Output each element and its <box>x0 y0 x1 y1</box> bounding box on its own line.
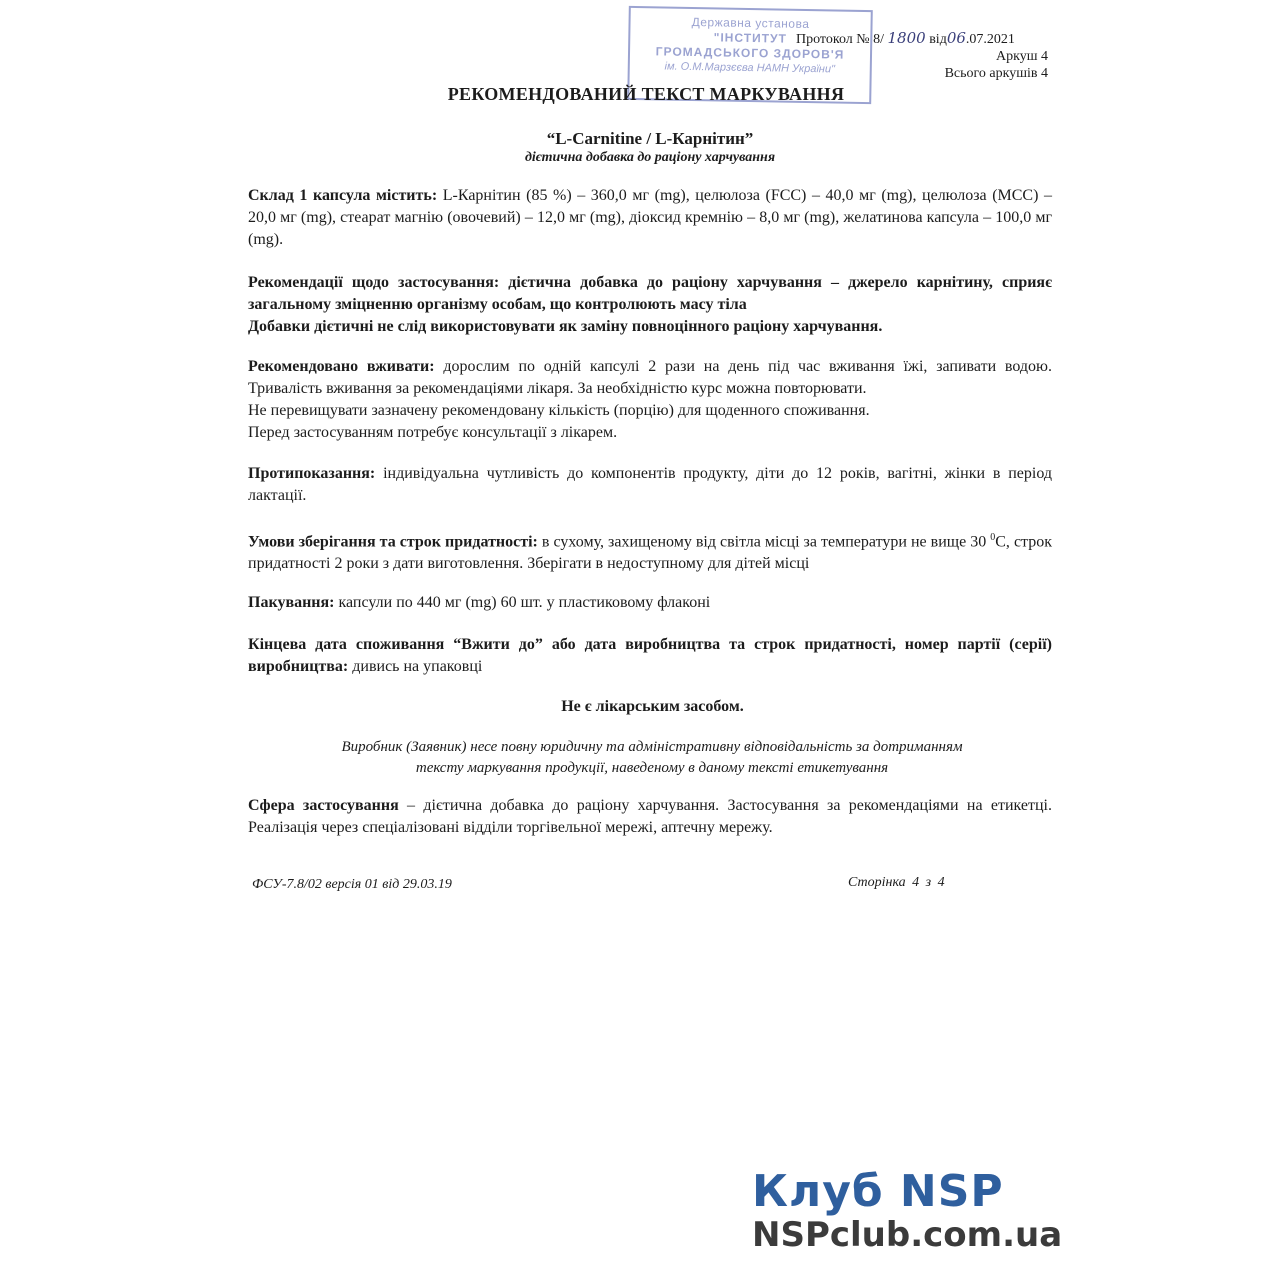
recommendations-text: дієтична добавка до раціону харчування – джерело карнітину, сприяє загальному зміцненню організму особам, що контролюють масу тіла <box>248 274 1053 313</box>
packaging-label: Пакування: <box>248 594 335 611</box>
expiry-section <box>248 634 1052 678</box>
degree-mark: 0 <box>990 532 996 543</box>
protocol-number: 1800 <box>887 29 926 47</box>
date-day: 06 <box>946 29 966 47</box>
scope-section <box>248 795 1052 839</box>
stamp-line: "ІНСТИТУТ <box>713 30 787 46</box>
form-code: ФСУ-7.8/02 версія 01 від 29.03.19 <box>252 877 452 892</box>
dosage-label: Рекомендовано вживати: <box>248 358 435 375</box>
dosage-text: дорослим по одній капсулі 2 рази на день під час вживання їжі, запивати водою. Тривалість вживання за рекомендаціями лікаря. За необхідністю курс можна повторювати. <box>248 358 1052 397</box>
watermark-site: NSPclub.com.ua <box>752 1215 1063 1255</box>
recommendations-label: Рекомендації щодо застосування: <box>248 274 500 291</box>
product-subtitle: дієтична добавка до раціону харчування <box>524 150 776 165</box>
title-text: РЕКОМЕНДОВАНИЙ ТЕКСТ МАРКУВАННЯ <box>447 84 845 104</box>
not-medicine-notice: Не є лікарським засобом. <box>561 698 744 715</box>
date-prefix: від <box>929 32 947 47</box>
contraindications-text: індивідуальна чутливість до компонентів продукту, діти до 12 років, вагітні, жінки в період лактації. <box>248 465 1052 504</box>
packaging-section <box>248 592 1052 614</box>
composition-text: L-Карнітин (85 %) – 360,0 мг (mg), целюлоза (FCC) – 40,0 мг (mg), целюлоза (MCC) – 20,0 мг (mg), стеарат магнію (овочевий) – 12,0 мг (mg), діоксид кремнію – 8,0 мг (mg), желатинова капсула – 100,0 мг (mg). <box>248 187 1053 248</box>
recommendations-section <box>248 272 1052 338</box>
sheet-number: Аркуш 4 <box>996 49 1048 64</box>
manufacturer-note-line: Виробник (Заявник) несе повну юридичну та адміністративну відповідальність за дотриманням <box>341 739 963 755</box>
protocol-label: Протокол № 8/ <box>796 32 884 47</box>
protocol-header <box>796 30 1048 82</box>
document-title <box>0 84 1280 105</box>
manufacturer-note-line: тексту маркування продукції, наведеному в даному тексті етикетування <box>415 760 889 776</box>
packaging-text: капсули по 440 мг (mg) 60 шт. у пластиковому флаконі <box>334 594 711 611</box>
manufacturer-note <box>290 737 1014 779</box>
composition-section <box>248 185 1052 251</box>
protocol-line <box>796 30 1048 48</box>
storage-text: С, строк придатності 2 роки з дати виготовлення. Зберігати в недоступному для дітей місці <box>248 533 1053 573</box>
storage-label: Умови зберігання та строк придатності: <box>248 533 538 551</box>
storage-section <box>248 527 1052 575</box>
stamp-line: Державна установа <box>691 14 810 32</box>
composition-label: Склад 1 капсула містить: <box>248 187 438 204</box>
product-name: “L-Carnitine / L-Карнітин” <box>546 129 754 148</box>
recommendations-warning: Добавки дієтичні не слід використовувати як заміну повноцінного раціону харчування. <box>248 318 883 335</box>
expiry-text: дивись на упаковці <box>348 658 483 675</box>
watermark-club: Клуб NSP <box>752 1166 1004 1217</box>
stamp-line: ім. О.М.Марзєєва НАМН України" <box>664 60 836 76</box>
stamp-line: ГРОМАДСЬКОГО ЗДОРОВ'Я <box>655 44 845 62</box>
storage-text: в сухому, захищеному від світла місці за температури не вище 30 <box>537 533 991 551</box>
expiry-label: Кінцева дата споживання “Вжити до” або дата виробництва та строк придатності, номер партії (серії) виробництва: <box>248 636 1052 675</box>
total-sheets: Всього аркушів 4 <box>944 66 1048 81</box>
contraindications-section <box>248 463 1052 507</box>
contraindications-label: Протипоказання: <box>248 465 376 482</box>
dosage-line: Не перевищувати зазначену рекомендовану кількість (порцію) для щоденного споживання. <box>248 402 870 419</box>
scope-label: Сфера застосування <box>248 797 399 814</box>
dosage-line: Перед застосуванням потребує консультації з лікарем. <box>248 424 618 441</box>
scope-text: – дієтична добавка до раціону харчування. Застосування за рекомендаціями на етикетці. Реалізація через спеціалізовані відділи торгівельної мережі, аптечну мережу. <box>248 797 1052 836</box>
date-rest: .07.2021 <box>965 32 1015 47</box>
dosage-section <box>248 356 1052 444</box>
page-number: Сторінка 4 з 4 <box>848 875 945 890</box>
